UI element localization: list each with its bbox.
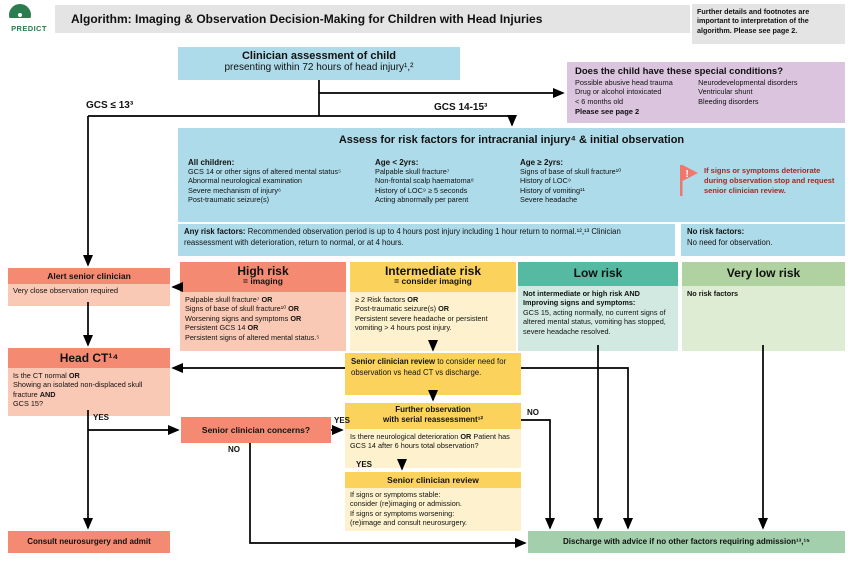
senior-review-2-box: Senior clinician review If signs or symptoms stable: consider (re)imaging or admission. If signs or symptoms worsening: (re)image and consult neurosurgery. — [345, 472, 521, 527]
very-low-risk-column: Very low risk No risk factors — [682, 262, 845, 345]
senior-clinician-concerns-box: Senior clinician concerns? — [181, 417, 331, 443]
consult-neurosurgery-box: Consult neurosurgery and admit — [8, 531, 170, 553]
branch-label-gcs-le-13: GCS ≤ 13³ — [86, 100, 134, 111]
further-observation-box: Further observation with serial reassessment¹² Is there neurological deterioration OR Patient has GCS 14 after 6 hours total observation? — [345, 403, 521, 460]
clinician-assessment-box: Clinician assessment of child presenting within 72 hours of head injury¹,² — [178, 47, 460, 80]
page-title: Algorithm: Imaging & Observation Decision-Making for Children with Head Injuries — [71, 12, 543, 26]
assess-group-all-children: All children: GCS 14 or other signs of altered mental status⁵ Abnormal neurological examination Severe mechanism of injury⁶ Post-traumatic seizure(s) — [188, 158, 342, 205]
low-risk-column: Low risk Not intermediate or high risk AND Improving signs and symptoms: GCS 15, acting normally, no current signs of altered mental status, vomiting has stopped, severe headache resolved. — [518, 262, 678, 345]
assess-risk-box — [178, 128, 845, 222]
intermediate-risk-column: Intermediate risk = consider imaging ≥ 2 Risk factors OR Post-traumatic seizure(s) OR Persistent severe headache or persistent vomiting > 4 hours post injury. — [350, 262, 516, 345]
footnote-note: Further details and footnotes are important to interpretation of the algorithm. Please see page 2. — [692, 4, 845, 44]
predict-logo — [7, 2, 51, 46]
no-risk-factors-note: No risk factors: No need for observation. — [681, 224, 845, 256]
svg-text:!: ! — [685, 169, 689, 180]
discharge-box: Discharge with advice if no other factors requiring admission¹³,¹⁵ — [528, 531, 845, 553]
special-conditions-box — [567, 62, 845, 123]
assess-group-over-2: Age ≥ 2yrs: Signs of base of skull fracture¹⁰ History of LOC⁹ History of vomiting¹¹ Severe headache — [520, 158, 622, 205]
yes-label-concerns: YES — [334, 416, 351, 425]
head-ct-box: Head CT¹⁴ Is the CT normal OR Showing an isolated non-displaced skull fracture AND GCS 15? — [8, 348, 170, 410]
no-label-further-observation: NO — [527, 408, 539, 417]
special-conditions-col1: Possible abusive head trauma Drug or alcohol intoxicated < 6 months old — [575, 78, 673, 106]
any-risk-factors-note: Any risk factors: Recommended observation period is up to 4 hours post injury including 1 hour return to normal.¹²,¹³ Clinician reassessment with deterioration, return to normal, or at 4 hours. — [178, 224, 675, 256]
header-bar — [55, 5, 690, 33]
senior-review-consider-box: Senior clinician review to consider need for observation vs head CT vs discharge. — [345, 353, 521, 395]
assess-group-under-2: Age < 2yrs: Palpable skull fracture⁷ Non-frontal scalp haematoma⁸ History of LOC⁹ ≥ 5 seconds Acting abnormally per parent — [375, 158, 474, 205]
special-conditions-footer: Please see page 2 — [575, 107, 640, 117]
yes-label-head-ct: YES — [93, 413, 110, 422]
flag-note-text: If signs or symptoms deteriorate during observation stop and request senior clinician review. — [704, 166, 835, 196]
logo-text: PREDICT — [11, 24, 47, 33]
high-risk-column: High risk = imaging Palpable skull fracture⁷ OR Signs of base of skull fracture¹⁰ OR Worsening signs and symptoms OR Persistent GCS 14 OR Persistent signs of altered mental status.⁵ — [180, 262, 346, 345]
special-conditions-col2: Neurodevelopmental disorders Ventricular shunt Bleeding disorders — [698, 78, 798, 106]
branch-label-gcs-14-15: GCS 14-15³ — [434, 102, 488, 113]
assess-title: Assess for risk factors for intracranial injury⁴ & initial observation — [338, 134, 685, 146]
yes-label-review: YES — [356, 460, 373, 469]
alert-flag-icon — [678, 164, 698, 198]
logo-band — [3, 18, 55, 33]
alert-senior-clinician-box: Alert senior clinician Very close observation required — [8, 268, 170, 302]
special-conditions-title: Does the child have these special conditions? — [575, 66, 783, 77]
no-label-concerns: NO — [228, 445, 240, 454]
